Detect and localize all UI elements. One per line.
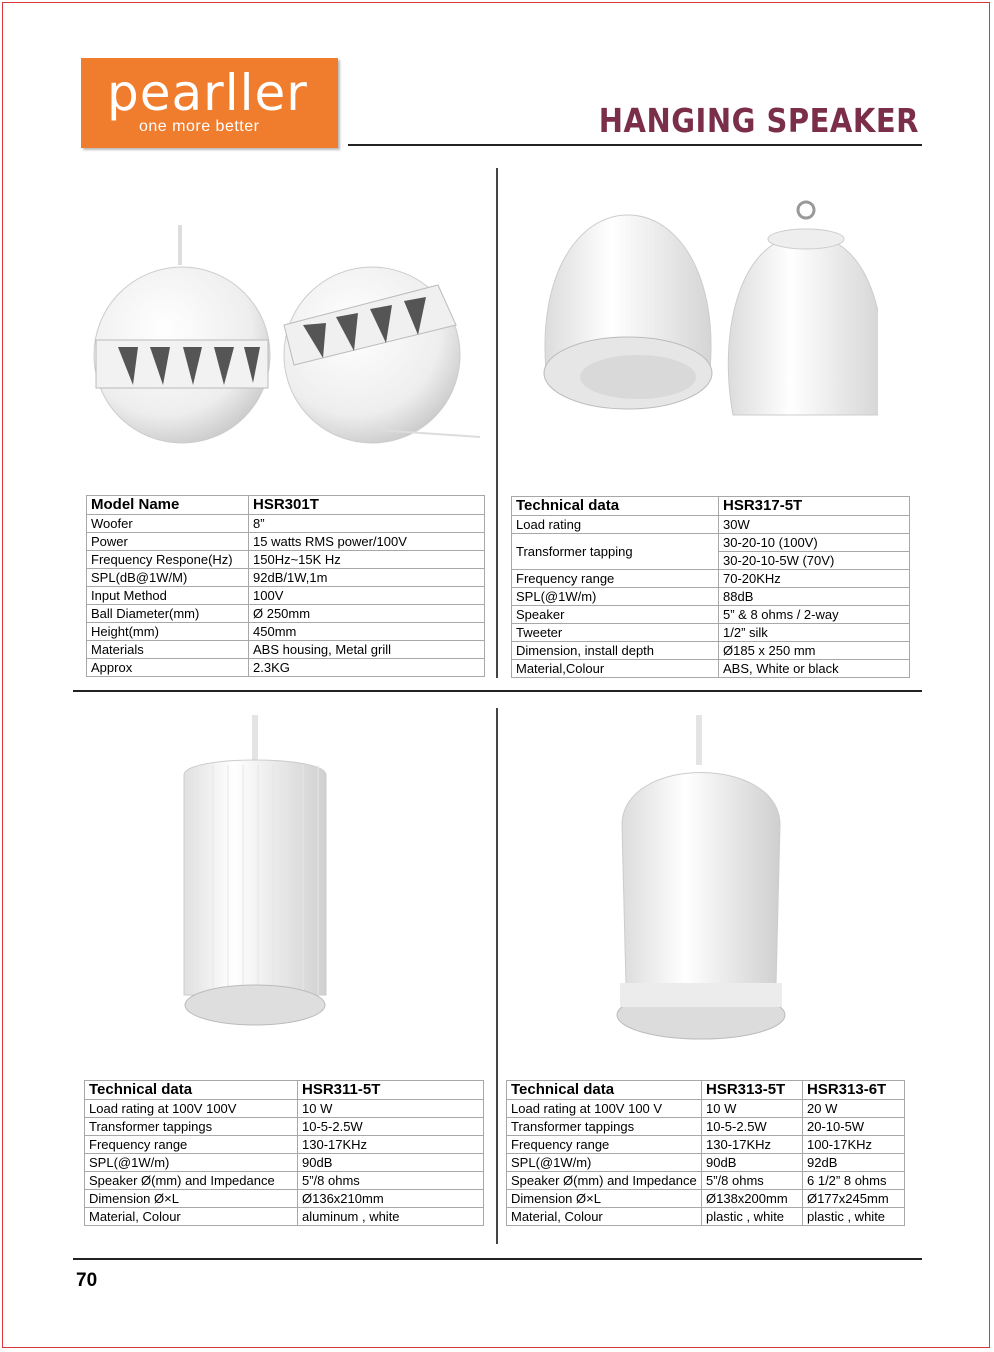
table-row — [85, 1208, 484, 1226]
table-cell: SPL(dB@1W/M) — [87, 569, 249, 587]
table-row — [85, 1190, 484, 1208]
table-cell: Ø138x200mm — [702, 1190, 803, 1208]
table-cell: Load rating at 100V 100 V — [507, 1100, 702, 1118]
table-cell: Frequency range — [85, 1136, 298, 1154]
table-cell: Power — [87, 533, 249, 551]
table-row — [87, 533, 485, 551]
spec-table-hsr311 — [84, 1080, 484, 1226]
table-cell: 10 W — [298, 1100, 484, 1118]
table-header-row — [85, 1081, 484, 1100]
table-cell: Frequency range — [512, 570, 719, 588]
table-cell: 130-17KHz — [702, 1136, 803, 1154]
table-header-row — [87, 496, 485, 515]
table-cell: 450mm — [249, 623, 485, 641]
table-cell: SPL(@1W/m) — [512, 588, 719, 606]
table-cell: Approx — [87, 659, 249, 677]
table-row — [507, 1208, 905, 1226]
table-cell: 5”/8 ohms — [702, 1172, 803, 1190]
table-cell: Frequency range — [507, 1136, 702, 1154]
table-row — [512, 660, 910, 678]
table-cell: Load rating — [512, 516, 719, 534]
product-image-hsr317 — [538, 195, 878, 430]
table-cell: Materials — [87, 641, 249, 659]
table-cell: Material,Colour — [512, 660, 719, 678]
table-cell: Material, Colour — [507, 1208, 702, 1226]
table-row — [512, 570, 910, 588]
table-cell: Transformer tapping — [512, 534, 719, 570]
table-row — [507, 1172, 905, 1190]
table-cell: 8” — [249, 515, 485, 533]
table-row — [85, 1172, 484, 1190]
table-row — [512, 624, 910, 642]
table-cell: Speaker — [512, 606, 719, 624]
table-header-row — [512, 497, 910, 516]
table-cell: 6 1/2” 8 ohms — [803, 1172, 905, 1190]
logo-wordmark: pearller — [107, 64, 308, 122]
table-row — [87, 623, 485, 641]
table-cell: 100V — [249, 587, 485, 605]
table-cell: 10-5-2.5W — [702, 1118, 803, 1136]
table-cell: 70-20KHz — [719, 570, 910, 588]
table-cell: Model Name — [87, 496, 249, 515]
table-cell: HSR313-6T — [803, 1081, 905, 1100]
table-cell: 20 W — [803, 1100, 905, 1118]
table-cell: Frequency Respone(Hz) — [87, 551, 249, 569]
table-row — [87, 515, 485, 533]
column-divider-top — [496, 168, 498, 678]
table-row — [512, 534, 910, 552]
table-cell: Technical data — [507, 1081, 702, 1100]
table-cell: 90dB — [298, 1154, 484, 1172]
table-cell: Material, Colour — [85, 1208, 298, 1226]
table-row — [85, 1136, 484, 1154]
table-cell: Speaker Ø(mm) and Impedance — [507, 1172, 702, 1190]
table-cell: Dimension Ø×L — [507, 1190, 702, 1208]
table-cell: 90dB — [702, 1154, 803, 1172]
spec-table-hsr313 — [506, 1080, 905, 1226]
table-cell: 30W — [719, 516, 910, 534]
product-image-hsr313 — [612, 715, 792, 1045]
table-row — [507, 1190, 905, 1208]
column-divider-bottom — [496, 708, 498, 1244]
table-cell: 10 W — [702, 1100, 803, 1118]
table-cell: HSR301T — [249, 496, 485, 515]
table-cell: 1/2” silk — [719, 624, 910, 642]
table-row — [87, 605, 485, 623]
table-cell: Ø185 x 250 mm — [719, 642, 910, 660]
table-cell: SPL(@1W/m) — [507, 1154, 702, 1172]
table-cell: 150Hz~15K Hz — [249, 551, 485, 569]
table-cell: Technical data — [512, 497, 719, 516]
table-cell: Ball Diameter(mm) — [87, 605, 249, 623]
table-cell: 100-17KHz — [803, 1136, 905, 1154]
table-cell: SPL(@1W/m) — [85, 1154, 298, 1172]
product-image-hsr301t — [88, 225, 488, 445]
table-cell: 2.3KG — [249, 659, 485, 677]
table-cell: Load rating at 100V 100V — [85, 1100, 298, 1118]
brand-logo — [81, 58, 338, 148]
row-divider — [73, 690, 922, 692]
table-cell: plastic , white — [803, 1208, 905, 1226]
table-cell: 20-10-5W — [803, 1118, 905, 1136]
table-row — [512, 642, 910, 660]
table-cell: 5” & 8 ohms / 2-way — [719, 606, 910, 624]
table-cell: plastic , white — [702, 1208, 803, 1226]
table-row — [512, 516, 910, 534]
table-row — [87, 659, 485, 677]
table-cell: Transformer tappings — [85, 1118, 298, 1136]
table-cell: Ø177x245mm — [803, 1190, 905, 1208]
table-row — [507, 1154, 905, 1172]
table-row — [512, 588, 910, 606]
table-cell: Speaker Ø(mm) and Impedance — [85, 1172, 298, 1190]
table-cell: 5”/8 ohms — [298, 1172, 484, 1190]
table-cell: 30-20-10 (100V) — [719, 534, 910, 552]
table-cell: 130-17KHz — [298, 1136, 484, 1154]
table-row — [85, 1100, 484, 1118]
table-cell: Height(mm) — [87, 623, 249, 641]
header-divider — [348, 144, 922, 146]
table-row — [512, 606, 910, 624]
table-cell: ABS, White or black — [719, 660, 910, 678]
table-row — [87, 551, 485, 569]
table-row — [85, 1118, 484, 1136]
table-cell: Tweeter — [512, 624, 719, 642]
table-row — [87, 641, 485, 659]
table-cell: Woofer — [87, 515, 249, 533]
page-number: 70 — [76, 1270, 98, 1291]
table-cell: Input Method — [87, 587, 249, 605]
table-header-row — [507, 1081, 905, 1100]
table-cell: HSR311-5T — [298, 1081, 484, 1100]
table-row — [507, 1136, 905, 1154]
table-row — [87, 569, 485, 587]
footer-divider — [73, 1258, 922, 1260]
page-title: HANGING SPEAKER — [598, 101, 919, 141]
table-cell: Transformer tappings — [507, 1118, 702, 1136]
table-row — [507, 1100, 905, 1118]
table-cell: HSR317-5T — [719, 497, 910, 516]
table-row — [507, 1118, 905, 1136]
table-row — [87, 587, 485, 605]
table-cell: 10-5-2.5W — [298, 1118, 484, 1136]
table-cell: 88dB — [719, 588, 910, 606]
table-row — [85, 1154, 484, 1172]
table-cell: Dimension, install depth — [512, 642, 719, 660]
logo-tagline: one more better — [139, 118, 260, 135]
table-cell: Ø136x210mm — [298, 1190, 484, 1208]
table-cell: 92dB/1W,1m — [249, 569, 485, 587]
table-cell: 15 watts RMS power/100V — [249, 533, 485, 551]
spec-table-hsr301t — [86, 495, 485, 677]
spec-table-hsr317 — [511, 496, 910, 678]
table-cell: aluminum , white — [298, 1208, 484, 1226]
table-cell: 92dB — [803, 1154, 905, 1172]
product-image-hsr311 — [178, 715, 338, 1035]
table-cell: ABS housing, Metal grill — [249, 641, 485, 659]
table-cell: HSR313-5T — [702, 1081, 803, 1100]
table-cell: 30-20-10-5W (70V) — [719, 552, 910, 570]
table-cell: Dimension Ø×L — [85, 1190, 298, 1208]
table-cell: Technical data — [85, 1081, 298, 1100]
table-cell: Ø 250mm — [249, 605, 485, 623]
